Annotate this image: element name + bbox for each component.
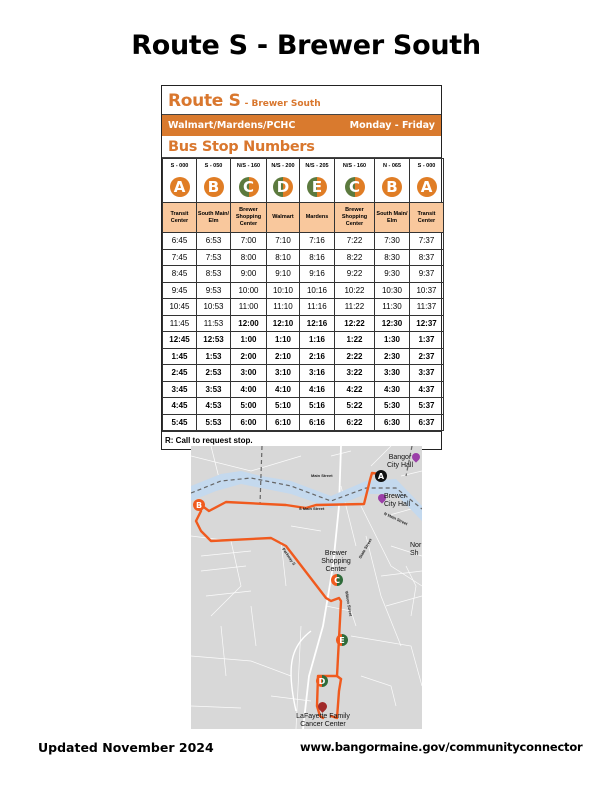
route-destinations: Walmart/Mardens/PCHC bbox=[168, 120, 296, 131]
time-cell: 2:53 bbox=[197, 365, 231, 382]
stop-code-cell bbox=[197, 159, 231, 203]
time-cell: 9:16 bbox=[300, 266, 335, 283]
time-cell: 7:16 bbox=[300, 233, 335, 250]
label-brewer-shopping-center: Brewer Shopping Center bbox=[321, 550, 351, 573]
time-cell: 11:22 bbox=[335, 299, 375, 316]
stop-code-cell bbox=[267, 159, 300, 203]
street-n-main-street: N Main Street bbox=[383, 510, 409, 527]
route-map[interactable] bbox=[191, 446, 422, 729]
table-row bbox=[163, 348, 444, 365]
time-cell: 10:53 bbox=[197, 299, 231, 316]
stop-letter-badge: A bbox=[170, 177, 190, 197]
timetable bbox=[162, 158, 444, 431]
time-cell: 4:22 bbox=[335, 381, 375, 398]
table-row bbox=[163, 315, 444, 332]
schedule-header bbox=[162, 86, 441, 115]
updated-date: Updated November 2024 bbox=[38, 740, 214, 755]
route-info-band bbox=[162, 115, 441, 136]
time-cell: 2:16 bbox=[300, 348, 335, 365]
time-cell: 8:10 bbox=[267, 249, 300, 266]
time-cell: 1:45 bbox=[163, 348, 197, 365]
time-cell: 4:45 bbox=[163, 398, 197, 415]
stop-name: Transit Center bbox=[163, 203, 197, 233]
time-cell: 10:10 bbox=[267, 282, 300, 299]
stop-name: South Main/ Elm bbox=[197, 203, 231, 233]
stop-letter-badge: A bbox=[417, 177, 437, 197]
time-cell: 1:00 bbox=[231, 332, 267, 349]
time-cell: 12:22 bbox=[335, 315, 375, 332]
time-cell: 4:30 bbox=[375, 381, 410, 398]
stop-marker-e[interactable]: E bbox=[336, 634, 348, 646]
stop-name: South Main/ Elm bbox=[375, 203, 410, 233]
time-cell: 4:00 bbox=[231, 381, 267, 398]
route-subtitle: - Brewer South bbox=[244, 99, 321, 109]
label-lafayette-cancer-center: LaFayette Family Cancer Center bbox=[296, 713, 350, 728]
time-cell: 12:37 bbox=[410, 315, 444, 332]
time-cell: 10:00 bbox=[231, 282, 267, 299]
time-cell: 5:16 bbox=[300, 398, 335, 415]
time-cell: 5:00 bbox=[231, 398, 267, 415]
stops-heading: Bus Stop Numbers bbox=[162, 136, 441, 158]
street-s-main-street: S Main Street bbox=[299, 506, 325, 511]
request-stop-note: R: Call to request stop. bbox=[162, 431, 441, 449]
label-brewer-city-hall: Brewer City Hall bbox=[384, 493, 411, 508]
time-cell: 1:10 bbox=[267, 332, 300, 349]
route-name: Route S bbox=[168, 91, 241, 111]
time-cell: 1:53 bbox=[197, 348, 231, 365]
time-cell: 1:22 bbox=[335, 332, 375, 349]
time-cell: 2:45 bbox=[163, 365, 197, 382]
time-cell: 7:10 bbox=[267, 233, 300, 250]
stop-code: N - 065 bbox=[382, 163, 402, 169]
time-cell: 3:53 bbox=[197, 381, 231, 398]
street-wilson-street: Wilson Street bbox=[344, 590, 354, 617]
time-cell: 12:53 bbox=[197, 332, 231, 349]
time-cell: 11:10 bbox=[267, 299, 300, 316]
table-row bbox=[163, 282, 444, 299]
time-cell: 9:10 bbox=[267, 266, 300, 283]
stop-marker-c[interactable]: C bbox=[331, 574, 343, 586]
time-cell: 1:30 bbox=[375, 332, 410, 349]
table-row bbox=[163, 299, 444, 316]
time-cell: 6:10 bbox=[267, 414, 300, 431]
time-cell: 7:22 bbox=[335, 233, 375, 250]
street-state-street: State Street bbox=[357, 537, 373, 560]
time-cell: 9:45 bbox=[163, 282, 197, 299]
time-cell: 7:30 bbox=[375, 233, 410, 250]
time-cell: 3:16 bbox=[300, 365, 335, 382]
time-cell: 7:45 bbox=[163, 249, 197, 266]
stop-marker-d[interactable]: D bbox=[316, 675, 328, 687]
time-cell: 5:37 bbox=[410, 398, 444, 415]
stop-code-cell bbox=[300, 159, 335, 203]
time-cell: 7:53 bbox=[197, 249, 231, 266]
table-row bbox=[163, 381, 444, 398]
time-cell: 4:53 bbox=[197, 398, 231, 415]
time-cell: 9:00 bbox=[231, 266, 267, 283]
time-cell: 10:45 bbox=[163, 299, 197, 316]
table-row bbox=[163, 398, 444, 415]
time-cell: 9:53 bbox=[197, 282, 231, 299]
time-cell: 10:16 bbox=[300, 282, 335, 299]
time-cell: 3:45 bbox=[163, 381, 197, 398]
time-cell: 6:45 bbox=[163, 233, 197, 250]
page-title: Route S - Brewer South bbox=[131, 30, 481, 61]
time-cell: 8:16 bbox=[300, 249, 335, 266]
label-north-partial: Nor Sh bbox=[410, 542, 422, 557]
time-cell: 8:37 bbox=[410, 249, 444, 266]
time-cell: 9:30 bbox=[375, 266, 410, 283]
time-cell: 2:10 bbox=[267, 348, 300, 365]
time-cell: 5:53 bbox=[197, 414, 231, 431]
time-cell: 2:37 bbox=[410, 348, 444, 365]
time-cell: 12:30 bbox=[375, 315, 410, 332]
time-cell: 3:37 bbox=[410, 365, 444, 382]
stop-code: S - 000 bbox=[417, 163, 436, 169]
stop-code-cell bbox=[335, 159, 375, 203]
time-cell: 8:53 bbox=[197, 266, 231, 283]
stop-letter-badge: C bbox=[239, 177, 259, 197]
time-cell: 6:53 bbox=[197, 233, 231, 250]
time-cell: 8:30 bbox=[375, 249, 410, 266]
time-cell: 2:22 bbox=[335, 348, 375, 365]
time-cell: 3:30 bbox=[375, 365, 410, 382]
stop-marker-a[interactable]: A bbox=[375, 470, 387, 482]
time-cell: 2:30 bbox=[375, 348, 410, 365]
time-cell: 12:10 bbox=[267, 315, 300, 332]
time-cell: 9:37 bbox=[410, 266, 444, 283]
stop-name: Transit Center bbox=[410, 203, 444, 233]
time-cell: 11:30 bbox=[375, 299, 410, 316]
time-cell: 4:10 bbox=[267, 381, 300, 398]
time-cell: 1:16 bbox=[300, 332, 335, 349]
time-cell: 6:22 bbox=[335, 414, 375, 431]
website-link[interactable]: www.bangormaine.gov/communityconnector bbox=[300, 740, 583, 754]
stop-code-cell bbox=[163, 159, 197, 203]
time-cell: 11:00 bbox=[231, 299, 267, 316]
time-cell: 2:00 bbox=[231, 348, 267, 365]
stop-code-cell bbox=[410, 159, 444, 203]
stop-name: Walmart bbox=[267, 203, 300, 233]
table-row bbox=[163, 365, 444, 382]
table-row bbox=[163, 414, 444, 431]
table-row bbox=[163, 249, 444, 266]
time-cell: 5:45 bbox=[163, 414, 197, 431]
time-cell: 12:00 bbox=[231, 315, 267, 332]
time-cell: 11:16 bbox=[300, 299, 335, 316]
stop-code: N/S - 205 bbox=[305, 163, 329, 169]
service-days: Monday - Friday bbox=[349, 120, 435, 131]
time-cell: 3:00 bbox=[231, 365, 267, 382]
time-cell: 11:37 bbox=[410, 299, 444, 316]
stop-letter-badge: B bbox=[204, 177, 224, 197]
stop-codes-row bbox=[163, 159, 444, 203]
time-cell: 12:16 bbox=[300, 315, 335, 332]
time-cell: 4:37 bbox=[410, 381, 444, 398]
stop-letter-badge: B bbox=[382, 177, 402, 197]
stop-letter-badge: E bbox=[307, 177, 327, 197]
time-cell: 5:30 bbox=[375, 398, 410, 415]
stop-code-cell bbox=[231, 159, 267, 203]
time-cell: 4:16 bbox=[300, 381, 335, 398]
time-cell: 6:16 bbox=[300, 414, 335, 431]
schedule-table bbox=[161, 85, 442, 450]
time-cell: 8:45 bbox=[163, 266, 197, 283]
time-cell: 10:22 bbox=[335, 282, 375, 299]
time-cell: 1:37 bbox=[410, 332, 444, 349]
time-cell: 6:37 bbox=[410, 414, 444, 431]
street-parkway: Parkway S bbox=[281, 546, 297, 567]
time-cell: 6:30 bbox=[375, 414, 410, 431]
table-row bbox=[163, 233, 444, 250]
label-bangor-city-hall: Bangor City Hall bbox=[386, 454, 414, 469]
stop-code: S - 050 bbox=[204, 163, 223, 169]
stop-name: Brewer Shopping Center bbox=[231, 203, 267, 233]
time-cell: 12:45 bbox=[163, 332, 197, 349]
time-cell: 6:00 bbox=[231, 414, 267, 431]
stop-code: N/S - 160 bbox=[342, 163, 367, 169]
time-cell: 11:53 bbox=[197, 315, 231, 332]
stop-letter-badge: C bbox=[345, 177, 365, 197]
time-cell: 8:22 bbox=[335, 249, 375, 266]
time-cell: 7:00 bbox=[231, 233, 267, 250]
table-row bbox=[163, 332, 444, 349]
stop-names-row bbox=[163, 203, 444, 233]
stop-marker-b[interactable]: B bbox=[193, 499, 205, 511]
time-cell: 7:37 bbox=[410, 233, 444, 250]
map-graphic bbox=[191, 446, 422, 729]
table-row bbox=[163, 266, 444, 283]
stop-code: S - 000 bbox=[170, 163, 189, 169]
stop-name: Mardens bbox=[300, 203, 335, 233]
time-cell: 8:00 bbox=[231, 249, 267, 266]
street-main-street: Main Street bbox=[311, 473, 333, 478]
time-cell: 10:37 bbox=[410, 282, 444, 299]
time-cell: 3:22 bbox=[335, 365, 375, 382]
time-cell: 10:30 bbox=[375, 282, 410, 299]
time-cell: 3:10 bbox=[267, 365, 300, 382]
stop-code: N/S - 200 bbox=[271, 163, 295, 169]
time-cell: 5:22 bbox=[335, 398, 375, 415]
stop-letter-badge: D bbox=[273, 177, 293, 197]
time-cell: 11:45 bbox=[163, 315, 197, 332]
stop-code-cell bbox=[375, 159, 410, 203]
stop-code: N/S - 160 bbox=[236, 163, 261, 169]
time-cell: 5:10 bbox=[267, 398, 300, 415]
time-cell: 9:22 bbox=[335, 266, 375, 283]
stop-name: Brewer Shopping Center bbox=[335, 203, 375, 233]
